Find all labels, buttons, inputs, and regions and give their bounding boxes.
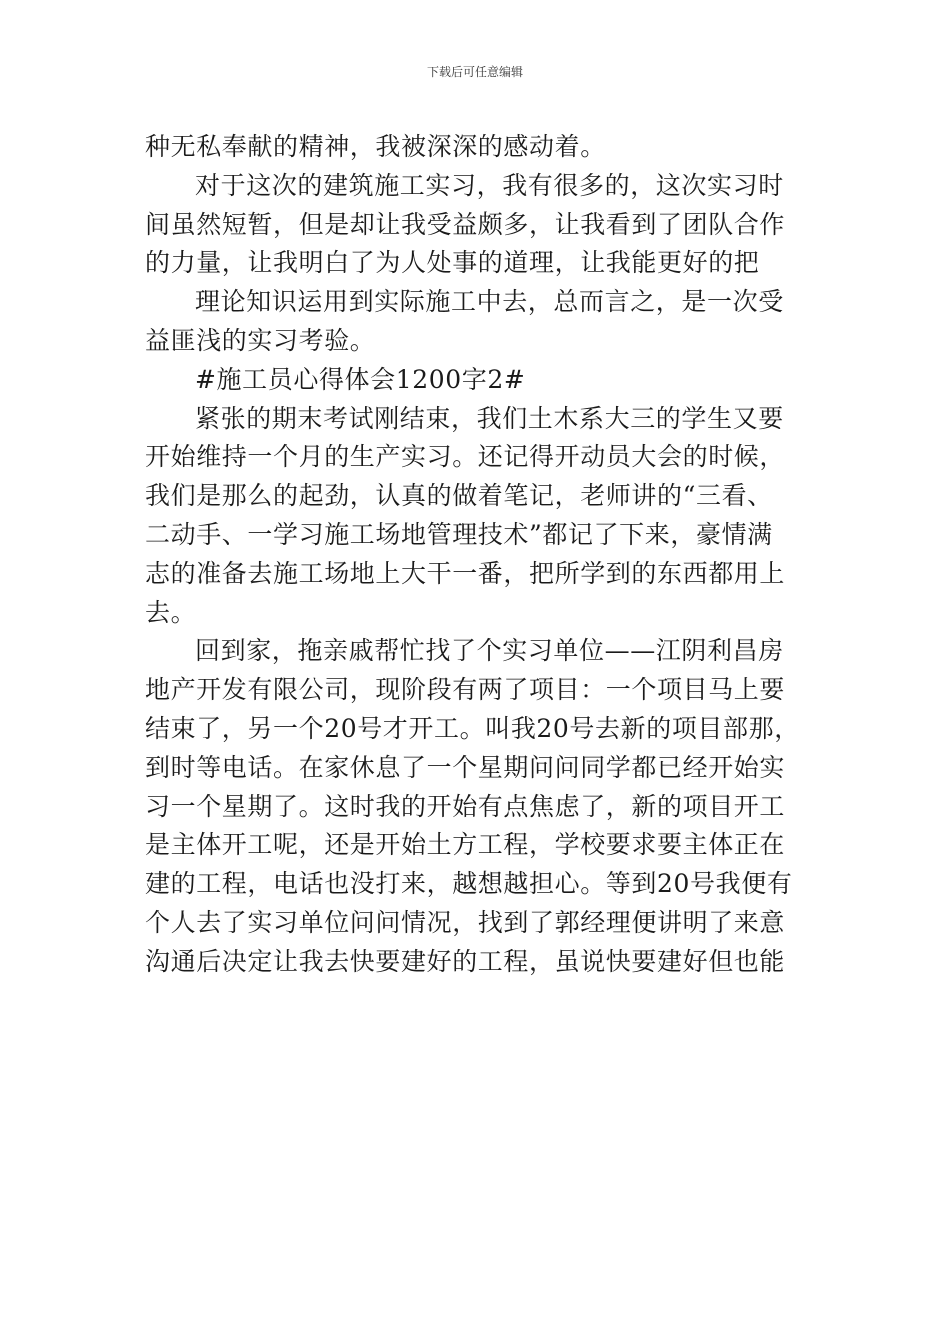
text-line: 益匪浅的实习考验。: [145, 325, 376, 355]
text-line: 对于这次的建筑施工实习，我有很多的，这次实习时: [195, 170, 784, 200]
text-line: 结束了，另一个20号才开工。叫我20号去新的项目部那，: [145, 713, 800, 743]
text-line: 理论知识运用到实际施工中去，总而言之，是一次受: [195, 287, 784, 317]
section-heading: #施工员心得体会1200字2#: [195, 364, 526, 394]
text-line: 地产开发有限公司，现阶段有两了项目：一个项目马上要: [145, 675, 786, 705]
text-line: 间虽然短暂，但是却让我受益颇多，让我看到了团队合作: [145, 209, 786, 239]
text-line: 习一个星期了。这时我的开始有点焦虑了，新的项目开工: [145, 791, 786, 821]
text-line: 我们是那么的起劲，认真的做着笔记，老师讲的“三看、: [145, 481, 773, 511]
text-line: 建的工程，电话也没打来，越想越担心。等到20号我便有: [145, 869, 793, 899]
page-header: 下载后可任意编辑: [426, 65, 523, 79]
body-text: [145, 128, 805, 982]
text-line: 是主体开工呢，还是开始土方工程，学校要求要主体正在: [145, 830, 786, 860]
text-line: 种无私奉献的精神，我被深深的感动着。: [145, 132, 606, 161]
text-line: 沟通后决定让我去快要建好的工程，虽说快要建好但也能: [145, 946, 786, 976]
text-line: 回到家，拖亲戚帮忙找了个实习单位——江阴利昌房: [195, 636, 784, 666]
text-line: 去。: [145, 597, 197, 627]
text-line: 个人去了实习单位问问情况，找到了郭经理便讲明了来意: [145, 907, 786, 937]
text-line: 到时等电话。在家休息了一个星期问问同学都已经开始实: [145, 752, 786, 782]
text-line: 紧张的期末考试刚结束，我们土木系大三的学生又要: [195, 403, 784, 433]
text-line: 志的准备去施工场地上大干一番，把所学到的东西都用上: [145, 558, 786, 588]
text-line: 二动手、一学习施工场地管理技术”都记了下来，豪情满: [145, 519, 773, 549]
text-line: 的力量，让我明白了为人处事的道理，让我能更好的把: [145, 248, 760, 278]
text-line: 开始维持一个月的生产实习。还记得开动员大会的时候，: [145, 442, 786, 472]
